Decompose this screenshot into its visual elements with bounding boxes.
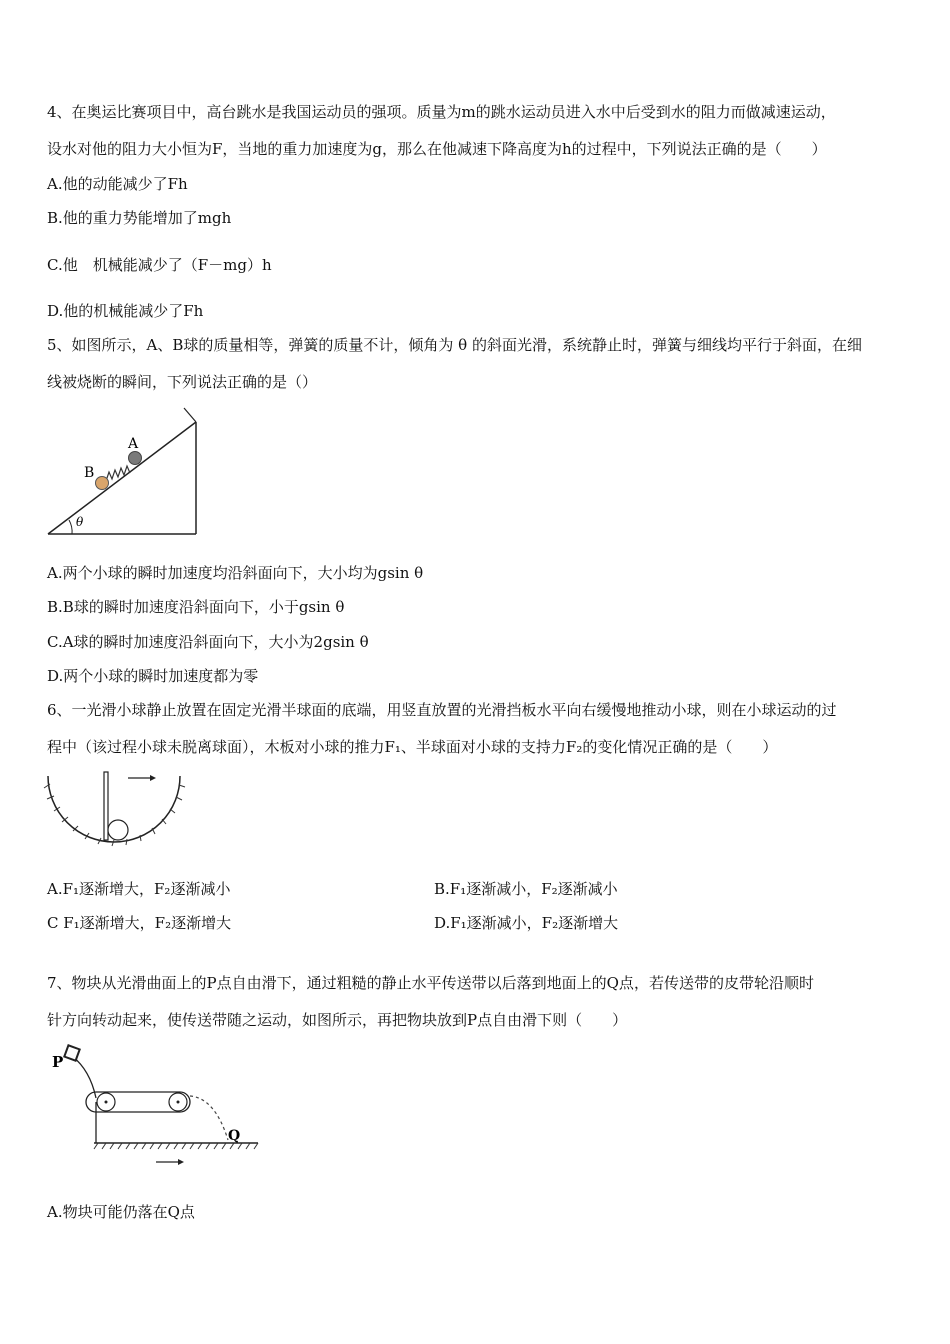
belt-right-end bbox=[180, 1092, 190, 1112]
q6-option-a[interactable]: A.F₁逐渐增大，F₂逐渐减小 bbox=[47, 880, 231, 898]
q6-option-c[interactable]: C F₁逐渐增大，F₂逐渐增大 bbox=[47, 914, 232, 932]
q4-option-d[interactable]: D.他的机械能减少了Fh bbox=[47, 302, 204, 320]
q7-stem-line1: 7、物块从光滑曲面上的P点自由滑下，通过粗糙的静止水平传送带以后落到地面上的Q点，若传送带的皮带轮沿顺时 bbox=[47, 974, 814, 992]
q7-conveyor-figure bbox=[50, 1042, 270, 1172]
q7-stem-line2: 针方向转动起来，使传送带随之运动，如图所示，再把物块放到P点自由滑下则（ ） bbox=[47, 1011, 628, 1029]
q4-stem-line2: 设水对他的阻力大小恒为F，当地的重力加速度为g，那么在他减速下降高度为h的过程中，下列说法正确的是（ ） bbox=[47, 140, 827, 158]
left-pulley-axle bbox=[105, 1101, 108, 1104]
baffle-board bbox=[104, 772, 108, 840]
thread-support-line bbox=[184, 408, 196, 422]
q6-hemisphere-figure bbox=[44, 768, 184, 848]
q6-option-b[interactable]: B.F₁逐渐减小，F₂逐渐减小 bbox=[434, 880, 618, 898]
belt-left-end bbox=[86, 1092, 96, 1112]
angle-theta-label: θ bbox=[76, 515, 84, 529]
smooth-curve bbox=[72, 1056, 96, 1098]
block-p bbox=[64, 1045, 79, 1060]
q4-option-b[interactable]: B.他的重力势能增加了mgh bbox=[47, 209, 232, 227]
point-q-label: Q bbox=[228, 1128, 241, 1144]
q4-option-c[interactable]: C.他 机械能减少了（F－mg）h bbox=[47, 256, 272, 274]
q5-incline-figure bbox=[44, 400, 214, 540]
ball-a-label: A bbox=[128, 436, 139, 452]
ball-a bbox=[129, 452, 142, 465]
q5-option-a[interactable]: A.两个小球的瞬时加速度均沿斜面向下，大小均为gsin θ bbox=[47, 564, 424, 582]
q5-option-c[interactable]: C.A球的瞬时加速度沿斜面向下，大小为2gsin θ bbox=[47, 633, 369, 651]
q5-stem-line1: 5、如图所示，A、B球的质量相等，弹簧的质量不计，倾角为 θ 的斜面光滑，系统静止时，弹簧与细线均平行于斜面，在细 bbox=[47, 336, 862, 354]
ball-b-label: B bbox=[84, 465, 95, 481]
small-ball bbox=[108, 820, 128, 840]
angle-arc bbox=[69, 520, 72, 534]
motion-arrowhead-icon bbox=[178, 1159, 184, 1165]
spring-icon bbox=[106, 466, 130, 481]
q5-option-d[interactable]: D.两个小球的瞬时加速度都为零 bbox=[47, 667, 259, 685]
push-arrowhead-icon bbox=[150, 775, 156, 781]
q6-stem-line1: 6、一光滑小球静止放置在固定光滑半球面的底端，用竖直放置的光滑挡板水平向右缓慢地推动小球，则在小球运动的过 bbox=[47, 701, 837, 719]
incline-slope-line bbox=[48, 422, 196, 534]
q6-option-d[interactable]: D.F₁逐渐减小，F₂逐渐增大 bbox=[434, 914, 619, 932]
q6-stem-line2: 程中（该过程小球未脱离球面），木板对小球的推力F₁、半球面对小球的支持力F₂的变化情况正确的是（ ） bbox=[47, 738, 778, 756]
right-pulley-axle bbox=[177, 1101, 180, 1104]
point-p-label: P bbox=[52, 1053, 64, 1071]
trajectory-dashed bbox=[190, 1096, 228, 1140]
ball-b bbox=[96, 477, 109, 490]
q4-stem-line1: 4、在奥运比赛项目中，高台跳水是我国运动员的强项。质量为m的跳水运动员进入水中后受到水的阻力而做减速运动， bbox=[47, 103, 836, 121]
q5-option-b[interactable]: B.B球的瞬时加速度沿斜面向下，小于gsin θ bbox=[47, 598, 345, 616]
q4-option-a[interactable]: A.他的动能减少了Fh bbox=[47, 175, 188, 193]
q5-stem-line2: 线被烧断的瞬间，下列说法正确的是（） bbox=[47, 373, 318, 391]
q7-option-a[interactable]: A.物块可能仍落在Q点 bbox=[47, 1203, 195, 1221]
